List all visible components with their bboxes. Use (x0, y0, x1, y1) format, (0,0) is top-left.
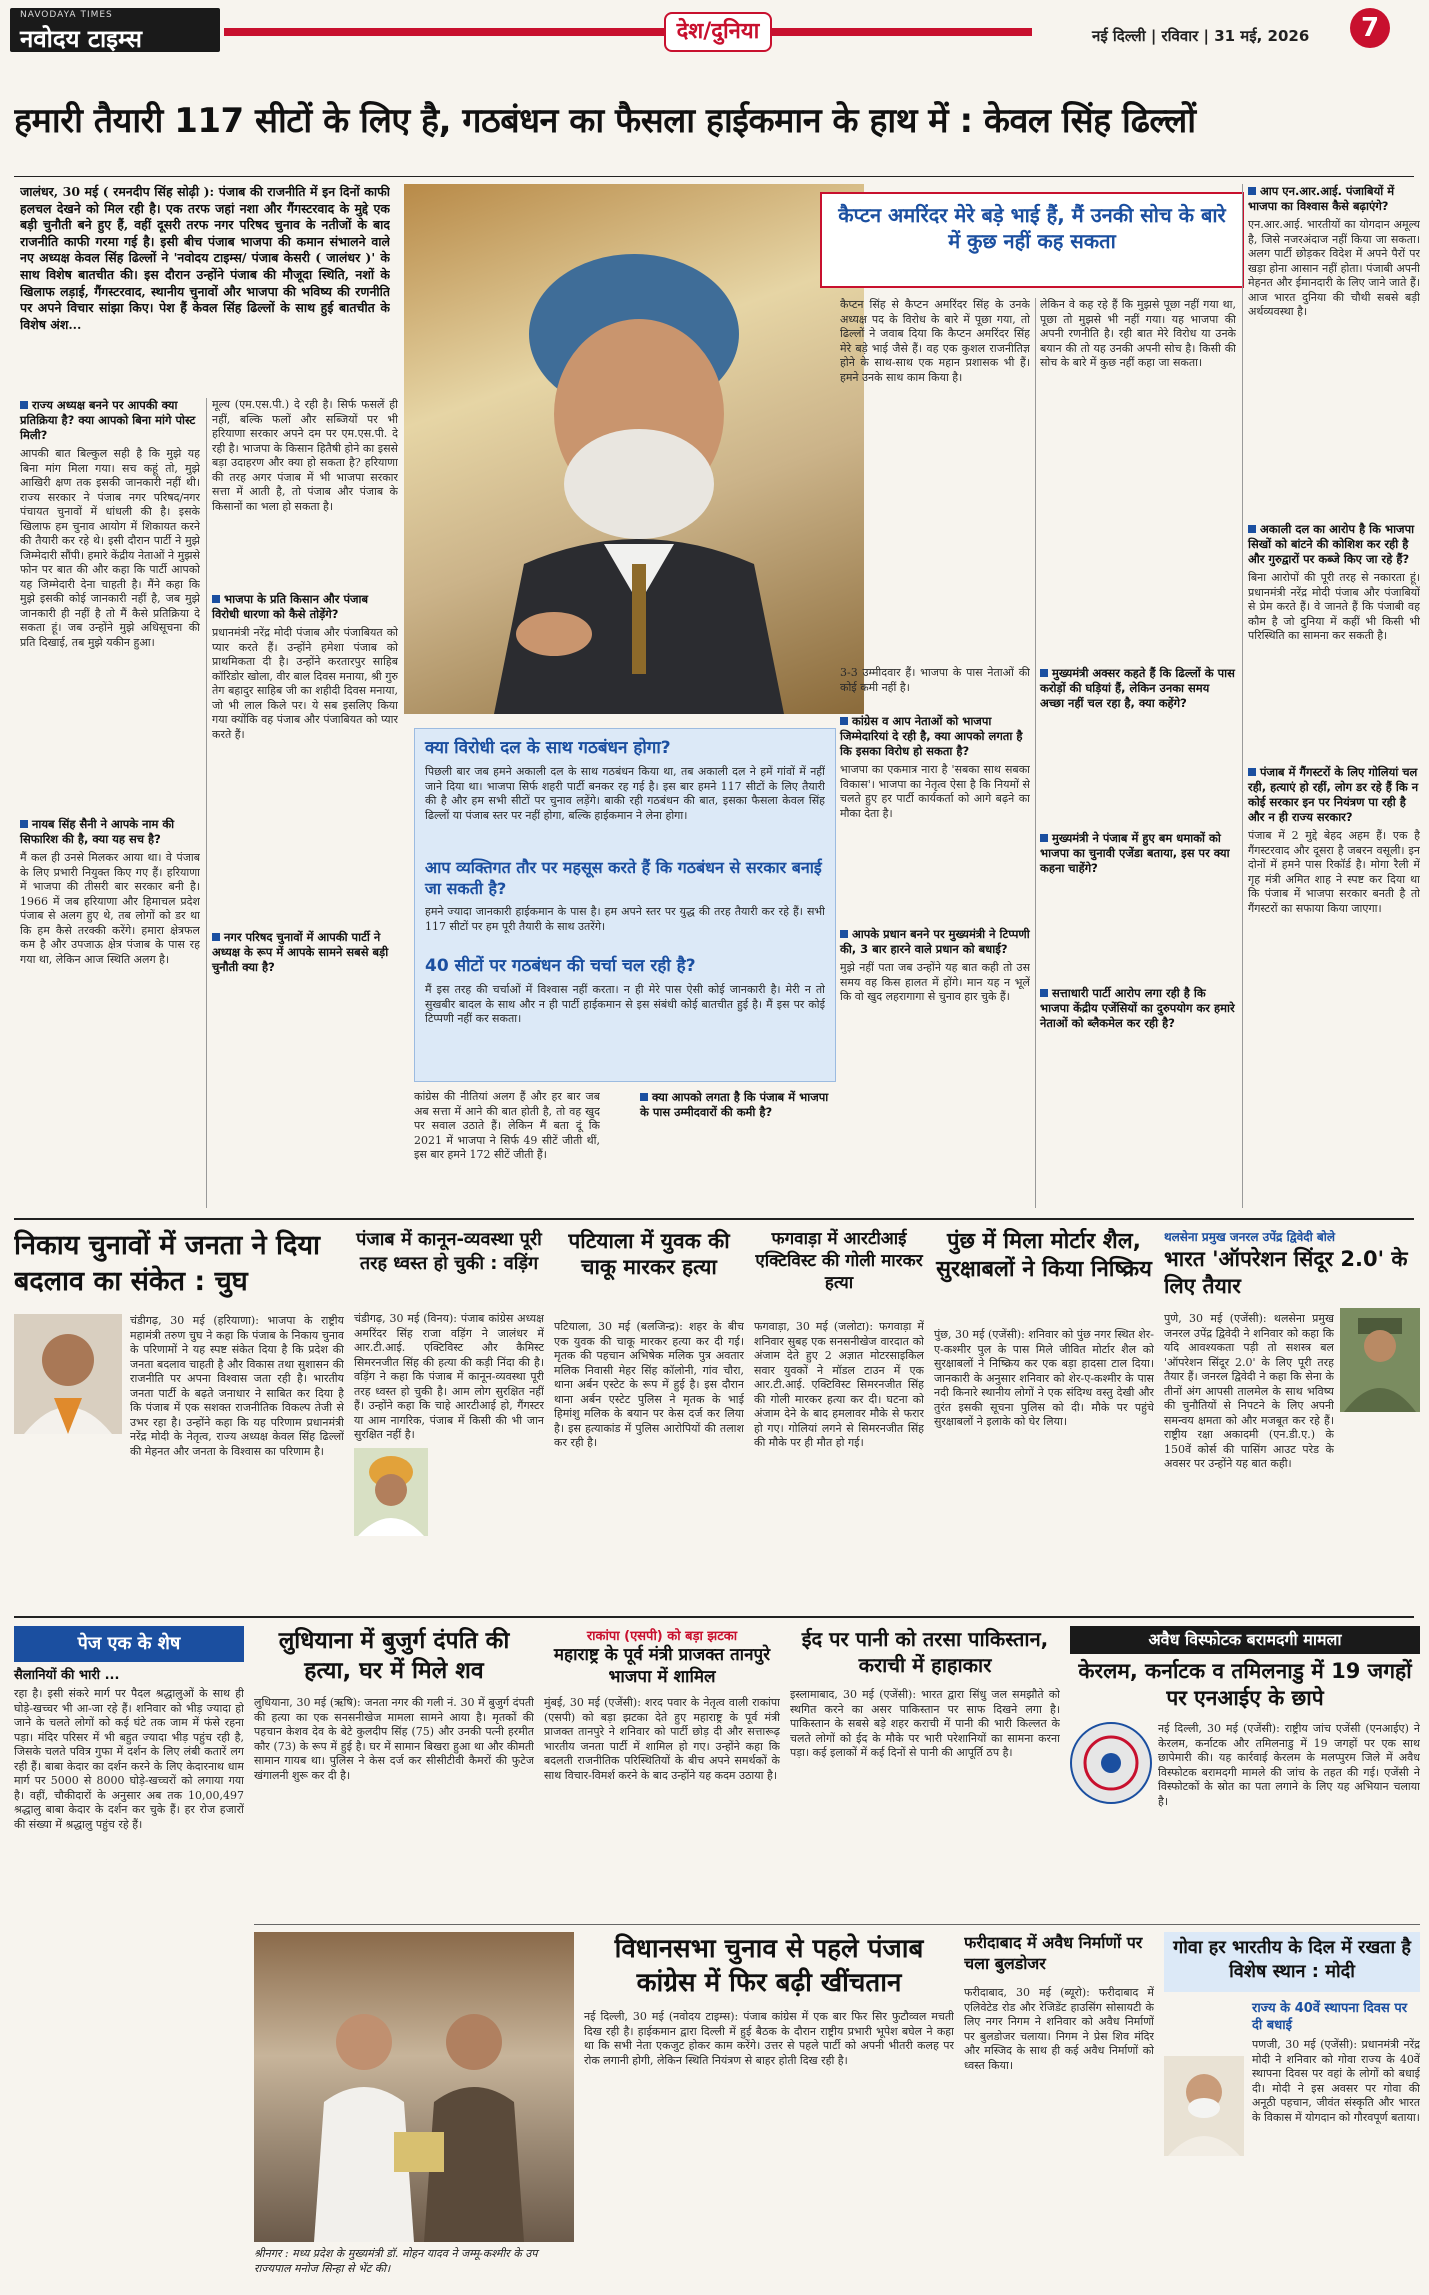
dateline-day: रविवार (1161, 27, 1199, 45)
story-poonch (934, 1228, 1154, 1608)
question-4 (212, 930, 398, 975)
story-phagwara-body: फगवाड़ा, 30 मई (जलोटा): फगवाड़ा में शनिवार सुबह एक सनसनीखेज वारदात को अंजाम देते हुए 2 अज्ञात मोटरसाइकिल सवार युवकों ने मॉडल टाउन में एक आर.टी.आई. एक्टिविस्ट सिमरनजीत सिंह की गोली मारकर हत्या कर दी। घटना को अंजाम देने के बाद हमलावर मौके से फरार हो गए। गोलियां लगने से सिमरनजीत सिंह की मौके पर ही मौत हो गई। (754, 1320, 924, 1449)
story-modi (1164, 1932, 1420, 2290)
remainder-subhead: सैलानियों की भारी ... (14, 1668, 120, 1683)
question-14-text: क्या आपको लगता है कि पंजाब में भाजपा के पास उम्मीदवारों की कमी है? (640, 1090, 829, 1119)
answer-2: मैं कल ही उनसे मिलकर आया था। वे पंजाब के लिए प्रभारी नियुक्त किए गए हैं। हरियाणा में भाजपा की तीसरी बार सरकार बनी है। 1966 में जब हरियाणा और हिमाचल प्रदेश पंजाब से अलग हुए थे, तब लोगों को डर था कि हम कैसे तरक्की करेंगे। हमारा क्षेत्रफल कम है और उपजाऊ क्षेत्र पंजाब के पास रह गया था, लेकिन आज स्थिति अलग है। (20, 851, 200, 966)
alliance-sub-1: आप व्यक्तिगत तौर पर महसूस करते हैं कि गठबंधन से सरकार बनाई जा सकती है? (425, 858, 822, 898)
question-6 (1248, 184, 1420, 214)
question-10-text: आपके प्रधान बनने पर मुख्यमंत्री ने टिप्पणी की, 3 बार हारने वाले प्रधान को बधाई? (840, 927, 1030, 956)
story-faridabad-body: फरीदाबाद, 30 मई (ब्यूरो): फरीदाबाद में एलिवेटेड रोड और रेजिडेंट हाउसिंग सोसायटी के लिए नगर निगम ने शनिवार को अवैध निर्माणों पर बुलडोजर चलाया। निगम ने प्रेस शिव मंदिर और मस्जिद के साथ ही कई अवैध निर्माणों को ध्वस्त किया। (964, 1986, 1154, 2072)
answer-10: मुझे नहीं पता जब उन्होंने यह बात कही तो उस समय वह किस हालत में होंगे। मान यह न भूलें कि वो खुद लहरागागा से चुनाव हार चुके हैं। (840, 961, 1030, 1003)
lead-col-2 (212, 398, 398, 1208)
question-1 (20, 398, 200, 443)
page-number: 7 (1350, 8, 1390, 48)
col-divider (1035, 298, 1036, 1208)
story-patiala-body: पटियाला, 30 मई (बलजिन्द्र): शहर के बीच एक युवक की चाकू मारकर हत्या कर दी गई। मृतक की पहचान अभिषेक मलिक पुत्र अवतार मलिक निवासी मेहर सिंह कॉलोनी, गांव चौरा, थाना अर्बन एस्टेट के रूप में हुई है। इस दौरान थाना अर्बन एस्टेट पुलिस ने मृतक के भाई हिमांशु मलिक के बयान पर केस दर्ज कर लिया है। इस हत्याकांड में पुलिस आरोपियों की तलाश कर रही है। (554, 1320, 744, 1449)
question-5: क्या विरोधी दल के साथ गठबंधन होगा? (425, 738, 671, 758)
answer-1: आपकी बात बिल्कुल सही है कि मुझे यह बिना मांग मिला गया। सच कहूं तो, मुझे आखिरी क्षण तक इसकी जानकारी नहीं थी। राज्य सरकार ने पंजाब नगर परिषद/नगर पंचायत चुनावों में धांधली की है। इसके खिलाफ हम चुनाव आयोग में शिकायत करने की तैयारी कर रहे थे। इसी दौरान पार्टी ने मुझे जिम्मेदारी सौंपी। हमारे केंद्रीय नेताओं ने मुझसे फोन पर बात की और कहा कि पार्टी आपको यह जिम्मेदारी देना चाहती है। मैंने कहा कि मुझे इसकी कोई जानकारी नहीं है, जब मुझे जानकारी ही नहीं है तो मैं कैसे प्रतिक्रिया दे सकता हूं। जब उन्होंने मुझे अधिसूचना की प्रति दिखाई, तब मुझे यकीन हुआ। (20, 447, 200, 649)
masthead (0, 0, 1429, 58)
bullet-icon (840, 930, 848, 938)
lead-col-3 (414, 1090, 600, 1210)
nia-logo (1070, 1722, 1152, 1804)
modi-portrait (1164, 2056, 1244, 2156)
srinagar-caption: श्रीनगर : मध्य प्रदेश के मुख्यमंत्री डॉ. मोहन यादव ने जम्मू-कश्मीर के उप राज्यपाल मनोज सिन्हा से भेंट की। (254, 2247, 538, 2275)
story-army-headline: भारत 'ऑपरेशन सिंदूर 2.0' के लिए तैयार (1164, 1247, 1408, 1298)
answer-col3: कांग्रेस की नीतियां अलग हैं और हर बार जब अब सत्ता में आने की बात होती है, तो वह खुद पर सवाल उठाते हैं। लेकिन मैं बता दूं कि 2021 में भाजपा ने सिर्फ 49 सीटें जीती थीं, इस बार हमने 172 सीटें जीती हैं। (414, 1090, 600, 1161)
story-nia-kicker: अवैध विस्फोटक बरामदगी मामला (1070, 1626, 1420, 1654)
meeting-illustration (254, 1932, 574, 2242)
row3-top-rule (14, 1616, 1414, 1618)
story-karachi-body: इस्लामाबाद, 30 मई (एजेंसी): भारत द्वारा सिंधु जल समझौते को स्थगित करने का असर पाकिस्तान पर साफ दिखने लगा है। पाकिस्तान के सबसे बड़े शहर कराची में पानी की भारी किल्लत के चलते लोगों को ईद के मौके पर भारी परेशानियों का सामना करना पड़ा। कई इलाकों में कई दिनों से पानी की आपूर्ति ठप है। (790, 1688, 1060, 1759)
col-divider (206, 398, 207, 1208)
story-army-body: पुणे, 30 मई (एजेंसी): थलसेना प्रमुख जनरल उपेंद्र द्विवेदी ने शनिवार को कहा कि यदि आवश्यकता पड़ी तो सशस्त्र बल 'ऑपरेशन सिंदूर 2.0' के लिए पूरी तरह तैयार हैं। जनरल द्विवेदी ने कहा कि सेना के तीनों अंग आपसी तालमेल के साथ भविष्य की चुनौतियों से निपटने के लिए अपनी समन्वय क्षमता को और मजबूत कर रहे हैं। राष्ट्रीय रक्षा अकादमी (एन.डी.ए.) के 150वें कोर्स की पासिंग आउट परेड के अवसर पर उन्होंने यह बात कही। (1164, 1312, 1334, 1470)
story-rakanpa (544, 1626, 780, 1916)
lead-intro: जालंधर, 30 मई ( रमनदीप सिंह सोढ़ी ): पंजाब की राजनीति में इन दिनों काफी हलचल देखने को मिल रही है। एक तरफ जहां नशा और गैंगस्टरवाद के मुद्दे एक बड़ी चुनौती बने हुए हैं, वहीं दूसरी तरफ नगर परिषद चुनाव के नतीजों के बाद राजनीति काफी गरमा गई है। इसी बीच पंजाब भाजपा की कमान संभालने वाले नए अध्यक्ष केवल सिंह ढिल्लों ने 'नवोदय टाइम्स/ पंजाब केसरी ( जालंधर )' के साथ विशेष बातचीत की। इस दौरान उन्होंने पंजाब की मौजूदा स्थिति, नशों के खिलाफ लड़ाई, गैंगस्टरवाद, स्थानीय चुनावों और भाजपा की भविष्य की रणनीति पर अपने विचार सांझा किए। पेश हैं केवल सिंह ढिल्लों के साथ हुई बातचीत के विशेष अंश... (20, 184, 390, 332)
question-7-text: अकाली दल का आरोप है कि भाजपा सिखों को बांटने की कोशिश कर रही है और गुरुद्वारों पर कब्जे किए जा रहे हैं? (1248, 522, 1415, 566)
story-karachi (790, 1626, 1060, 1916)
dateline-sep2: | (1203, 27, 1215, 45)
army-chief-photo (1340, 1308, 1420, 1412)
dateline-block (1092, 26, 1309, 46)
captain-answer: कैप्टन सिंह से कैप्टन अमरिंदर सिंह के उनके अध्यक्ष पद के विरोध के बारे में पूछा गया, तो ढिल्लों ने जवाब दिया कि कैप्टन अमरिंदर सिंह मेरे बड़े भाई जैसे हैं। वह एक कुशल राजनीतिज्ञ होने के साथ-साथ एक महान प्रशासक भी हैं। हमने उनके साथ काम किया है। (840, 298, 1030, 384)
question-12-text: मुख्यमंत्री ने पंजाब में हुए बम धमाकों को भाजपा का चुनावी एजेंडा बताया, इस पर क्या कहना चाहेंगे? (1040, 831, 1230, 875)
story-warring-headline: पंजाब में कानून-व्यवस्था पूरी तरह ध्वस्त हो चुकी : वड़िंग (356, 1229, 542, 1274)
question-13 (1040, 986, 1236, 1031)
question-1-text: राज्य अध्यक्ष बनने पर आपकी क्या प्रतिक्रिया है? क्या आपको बिना मांगे पोस्ट मिली? (20, 398, 196, 442)
lead-col-7 (840, 666, 1030, 1211)
story-army-kicker: थलसेना प्रमुख जनरल उपेंद्र द्विवेदी बोले (1164, 1230, 1336, 1244)
question-8-text: पंजाब में गैंगस्टरों के लिए गोलियां चल रही, हत्याएं हो रहीं, लोग डर रहे हैं कि न कोई सरकार इन पर नियंत्रण पा रही है और न ही राज्य सरकार? (1248, 765, 1419, 824)
story-congress-headline: विधानसभा चुनाव से पहले पंजाब कांग्रेस में फिर बढ़ी खींचतान (614, 1934, 924, 1998)
lead-headline-rule (14, 176, 1414, 177)
story-nia (1070, 1626, 1420, 1916)
chugh-photo (14, 1314, 122, 1434)
story-nia-body: नई दिल्ली, 30 मई (एजेंसी): राष्ट्रीय जांच एजेंसी (एनआईए) ने केरलम, कर्नाटक और तमिलनाडु में 19 जगहों पर एक साथ छापेमारी की। यह कार्रवाई केरलम के मलप्पुरम जिले में अवैध विस्फोटक बरामदगी मामले की जांच के तहत की गई। एजेंसी ने विस्फोटकों के स्रोत का पता लगाने के लिए यह अभियान चलाया है। (1158, 1722, 1420, 1808)
answer-6: एन.आर.आई. भारतीयों का योगदान अमूल्य है, जिसे नजरअंदाज नहीं किया जा सकता। अलग पार्टी छोड़कर विदेश में अपने पैरों पर खड़ा होना आसान नहीं होता। पंजाबी अपनी मेहनत और ईमानदारी के लिए जाने जाते हैं। आज भारत दुनिया की चौथी सबसे बड़ी अर्थव्यवस्था है। (1248, 218, 1420, 318)
story-congress-body: नई दिल्ली, 30 मई (नवोदय टाइम्स): पंजाब कांग्रेस में एक बार फिर सिर फुटौव्वल मचती दिख रही है। हाईकमान द्वारा दिल्ली में हुई बैठक के दौरान राष्ट्रीय प्रभारी भूपेश बघेल ने कहा था कि सभी नेता एकजुट होकर काम करेंगे। उत्तर से पहले पार्टी को अपनी भीतरी कलह पर रोक लगानी होगी, लेकिन स्थिति नियंत्रण से बाहर होती दिख रही है। (584, 2010, 954, 2067)
pull-quote-box (820, 192, 1244, 288)
lead-headline: हमारी तैयारी 117 सीटों के लिए है, गठबंधन का फैसला हाईकमान के हाथ में : केवल सिंह ढिल्लों (14, 101, 1196, 141)
bullet-icon (1040, 669, 1048, 677)
logo-tagline: NAVODAYA TIMES (20, 10, 113, 20)
row2-top-rule (14, 1218, 1414, 1220)
remainder-body: रहा है। इसी संकरे मार्ग पर पैदल श्रद्धालुओं के साथ ही घोड़े-खच्चर भी आ-जा रहे हैं। शनिवार को भीड़ ज्यादा हो जाने के चलते लोगों को कई घंटे तक जाम में फंसे रहना पड़ा। मंदिर परिसर में भी बहुत ज्यादा भीड़ पहुंच रही है, जिसके चलते पवित्र गुफा में दर्शन के लिए लंबी कतारें लग रही हैं। बाबा केदार का दर्शन करने के लिए केदारनाथ धाम मार्ग पर 5000 से 8000 घोड़े-खच्चरों को लगाया गया है। वहीं, चौकीदारों के अनुसार अब तक 10,00,497 श्रद्धालु बाबा केदार के दर्शन कर चुके हैं। हर रोज हजारों की संख्या में श्रद्धालु पहुंच रहे हैं। (14, 1687, 244, 1831)
masthead-left (10, 8, 220, 52)
alliance-answer-3: मैं इस तरह की चर्चाओं में विश्वास नहीं करता। न ही मेरे पास ऐसी कोई जानकारी है। मेरी न तो सुखबीर बादल के साथ और न ही पार्टी हाईकमान से इस संबंधी कोई बातचीत हुई है। मैं इस पर कोई टिप्पणी नहीं कर सकता। (425, 983, 825, 1025)
remainder-title: पेज एक के शेष (14, 1626, 244, 1662)
question-8 (1248, 765, 1420, 825)
story-modi-subhead: राज्य के 40वें स्थापना दिवस पर दी बधाई (1252, 2001, 1408, 2033)
story-modi-body: पणजी, 30 मई (एजेंसी): प्रधानमंत्री नरेंद्र मोदी ने शनिवार को गोवा राज्य के 40वें स्थापना दिवस पर वहां के लोगों को बधाई दी। मोदी ने इस अवसर पर गोवा की अनूठी पहचान, जीवंत संस्कृति और भारत के विकास में योगदान को गौरवपूर्ण बताया। (1252, 2038, 1420, 2124)
army-chief-portrait (1340, 1308, 1420, 1412)
question-7 (1248, 522, 1420, 567)
answer-candidates: 3-3 उम्मीदवार हैं। भाजपा के पास नेताओं की कोई कमी नहीं है। (840, 666, 1030, 694)
story-congress (584, 1932, 954, 2290)
lead-col-6 (1248, 184, 1420, 1208)
story-patiala-headline: पटियाला में युवक की चाकू मारकर हत्या (568, 1229, 730, 1279)
lead-col-5-lower (1040, 666, 1236, 1211)
question-13-text: सत्ताधारी पार्टी आरोप लगा रही है कि भाजपा केंद्रीय एजेंसियों का दुरुपयोग कर हमारे नेताओं को ब्लैकमेल कर रही है? (1040, 986, 1235, 1030)
story-faridabad-headline: फरीदाबाद में अवैध निर्माणों पर चला बुलडोजर (964, 1933, 1143, 1973)
question-10 (840, 927, 1030, 957)
story-warring-body: चंडीगढ़, 30 मई (विनय): पंजाब कांग्रेस अध्यक्ष अमरिंदर सिंह राजा वड़िंग ने जालंधर में आर.टी.आई. एक्टिविस्ट और कैमिस्ट सिमरनजीत सिंह की हत्या की कड़ी निंदा की है। वड़िंग ने कहा कि पंजाब में कानून-व्यवस्था पूरी तरह ध्वस्त हो चुकी है। आम लोग सुरक्षित नहीं हैं। उन्होंने कहा कि चाहे आरटीआई हो, गैंगस्टर या आम नागरिक, पंजाब में किसी की भी जान सुरक्षित नहीं है। (354, 1312, 544, 1441)
question-6-text: आप एन.आर.आई. पंजाबियों में भाजपा का विश्वास कैसे बढ़ाएंगे? (1248, 184, 1395, 213)
portrait-illustration (404, 184, 864, 714)
alliance-sub-2: 40 सीटों पर गठबंधन की चर्चा चल रही है? (425, 956, 696, 976)
newspaper-logo: नवोदय टाइम्स (20, 25, 143, 53)
nia-emblem-icon (1072, 1724, 1150, 1802)
answer-1-cont: मूल्य (एम.एस.पी.) दे रही है। सिर्फ फसलें ही नहीं, बल्कि फलों और सब्जियों पर भी हरियाणा सरकार अपने दम पर एम.एस.पी. दे रही है। भाजपा के किसान हितैषी होने का इससे बड़ा उदाहरण और क्या हो सकता है? हरियाणा की तरह अगर पंजाब में भी भाजपा सरकार सत्ता में आती है, तो पंजाब और पंजाब के किसानों का भला हो सकता है। (212, 398, 398, 513)
question-12 (1040, 831, 1236, 876)
bullet-icon (640, 1093, 648, 1101)
masthead-red-bar-left (224, 28, 664, 36)
bullet-icon (1040, 834, 1048, 842)
lead-photo-keval-singh-dhillon (404, 184, 864, 714)
bullet-icon (212, 933, 220, 941)
story-rakanpa-body: मुंबई, 30 मई (एजेंसी): शरद पवार के नेतृत्व वाली राकांपा (एसपी) को बड़ा झटका देते हुए महाराष्ट्र के पूर्व मंत्री प्राजक्त तानपुरे ने शनिवार को पार्टी छोड़ दी और सत्तारूढ़ भारतीय जनता पार्टी में शामिल हो गए। उन्होंने कहा कि बदलती राजनीतिक परिस्थितियों के बीच अपने समर्थकों के साथ विचार-विमर्श करने के बाद उन्होंने यह कदम उठाया है। (544, 1696, 780, 1782)
bullet-icon (20, 401, 28, 409)
bullet-icon (1248, 187, 1256, 195)
alliance-answer-2: हमने ज्यादा जानकारी हाईकमान के पास है। हम अपने स्तर पर युद्ध की तरह तैयारी कर रहे हैं। सभी 117 सीटों पर हम पूरी तैयारी के साथ उतरेंगे। (425, 905, 825, 933)
question-3 (212, 592, 398, 622)
col-divider (1242, 184, 1243, 1208)
question-14 (640, 1090, 830, 1120)
story-phagwara-headline: फगवाड़ा में आरटीआई एक्टिविस्ट की गोली मारकर हत्या (755, 1229, 923, 1293)
bullet-icon (840, 717, 848, 725)
answer-9: भाजपा का एकमात्र नारा है 'सबका साथ सबका विकास'। भाजपा का नेतृत्व ऐसा है कि नियमों से चलते हुए हर पार्टी कार्यकर्ता को आगे बढ़ने का मौका देता है। (840, 763, 1030, 820)
page-one-remainder (14, 1626, 244, 2290)
bullet-icon (1248, 525, 1256, 533)
question-9-text: कांग्रेस व आप नेताओं को भाजपा जिम्मेदारियां दे रही है, क्या आपको लगता है कि इसका विरोध हो सकता है? (840, 714, 1023, 758)
srinagar-photo (254, 1932, 574, 2242)
story-poonch-body: पुंछ, 30 मई (एजेंसी): शनिवार को पुंछ नगर स्थित शेर-ए-कश्मीर पुल के पास मिले जीवित मोर्टार शैल को सुरक्षाबलों ने निष्क्रिय कर एक बड़ा हादसा टाल दिया। जानकारी के अनुसार शनिवार को शेर-ए-कश्मीर के पास नदी किनारे स्थानीय लोगों ने एक संदिग्ध वस्तु देखी और तुरंत इसकी सूचना पुलिस को दी। मौके पर पहुंचे सुरक्षाबलों ने इलाके को घेर लिया। (934, 1328, 1154, 1428)
story-modi-headline: गोवा हर भारतीय के दिल में रखता है विशेष स्थान : मोदी (1164, 1932, 1420, 1992)
story-ludhiana-body: लुधियाना, 30 मई (ऋषि): जनता नगर की गली नं. 30 में बुजुर्ग दंपती की हत्या का एक सनसनीखेज मामला सामने आया है। मृतकों की पहचान केशव देव के बेटे कुलदीप सिंह (75) और उनकी पत्नी हरमीत कौर (73) के रूप में हुई है। घर में सामान बिखरा हुआ था और कीमती सामान गायब था। पुलिस ने केस दर्ज कर सीसीटीवी कैमरों की फुटेज खंगालनी शुरू कर दी है। (254, 1696, 534, 1782)
dateline-sep: | (1150, 27, 1162, 45)
story-chugh-headline: निकाय चुनावों में जनता ने दिया बदलाव का संकेत : चुघ (14, 1230, 321, 1297)
story-poonch-headline: पुंछ में मिला मोर्टार शैल, सुरक्षाबलों ने किया निष्क्रिय (936, 1229, 1152, 1282)
lead-col-q14 (640, 1090, 830, 1210)
pull-quote-text: कैप्टन अमरिंदर मेरे बड़े भाई हैं, मैं उनकी सोच के बारे में कुछ नहीं कह सकता (838, 203, 1226, 253)
story-patiala (554, 1228, 744, 1608)
section-label: देश/दुनिया (664, 12, 772, 52)
lead-col-5 (1040, 298, 1236, 658)
dateline-city: नई दिल्ली (1092, 27, 1146, 45)
answer-7: बिना आरोपों की पूरी तरह से नकारता हूं। प्रधानमंत्री नरेंद्र मोदी पंजाब और पंजाबियों से प्रेम करते हैं। वे जानते हैं कि पंजाबी वह कौम है जो दुनिया में कहीं भी किसी भी परिस्थिति का सामना कर सकती है। (1248, 571, 1420, 642)
bullet-icon (1040, 989, 1048, 997)
story-faridabad (964, 1932, 1154, 2290)
story-phagwara (754, 1228, 924, 1608)
question-3-text: भाजपा के प्रति किसान और पंजाब विरोधी धारणा को कैसे तोड़ेंगे? (212, 592, 369, 621)
story-warring (354, 1228, 544, 1608)
story-karachi-headline: ईद पर पानी को तरसा पाकिस्तान, कराची में हाहाकार (801, 1627, 1049, 1677)
captain-answer-cont: लेकिन वे कह रहे हैं कि मुझसे पूछा नहीं गया था, पूछा तो मुझसे भी नहीं गया। यह भाजपा की अपनी रणनीति है। रही बात मेरे विरोध या उनके बयान की तो यह उनकी अपनी सोच है। किसी की सोच के बारे में कुछ नहीं कहा जा सकता। (1040, 298, 1236, 369)
masthead-red-bar-right (772, 28, 1032, 36)
alliance-answer-1: पिछली बार जब हमने अकाली दल के साथ गठबंधन किया था, तब अकाली दल ने हमें गांवों में नहीं जाने दिया था। भाजपा सिर्फ शहरी पार्टी बनकर रह गई है। इस बार हमने 117 सीटों के लिए तैयारी की है और हम सभी सीटों पर चुनाव लड़ेंगे। बाकी रही गठबंधन की बात, इसका फैसला केवल सिंह ढिल्लों या पंजाब स्तर पर नहीं होगा, बल्कि हाईकमान ने लेना होगा। (425, 765, 825, 822)
answer-8: पंजाब में 2 मुद्दे बेहद अहम हैं। एक है गैंगस्टरवाद और दूसरा है जबरन वसूली। इन दोनों में हमने पास रिकॉर्ड है। मोगा रैली में गृह मंत्री अमित शाह ने स्पष्ट कर दिया था कि पंजाब में भाजपा सरकार बनती है तो गैंगस्टरों का सफाया किया जाएगा। (1248, 829, 1420, 915)
story-army (1164, 1228, 1420, 1608)
story-ludhiana-headline: लुधियाना में बुजुर्ग दंपति की हत्या, घर में मिले शव (278, 1628, 510, 1684)
bullet-icon (212, 595, 220, 603)
story-chugh (14, 1228, 344, 1608)
question-2 (20, 817, 200, 847)
row4-top-rule (254, 1924, 1420, 1925)
modi-photo (1164, 2056, 1244, 2156)
question-11-text: मुख्यमंत्री अक्सर कहते हैं कि ढिल्लों के पास करोड़ों की घड़ियां हैं, लेकिन उनका समय अच्छा नहीं चल रहा है, क्या कहेंगे? (1040, 666, 1235, 710)
story-nia-headline: केरलम, कर्नाटक व तमिलनाडु में 19 जगहों पर एनआईए के छापे (1078, 1659, 1412, 1710)
story-rakanpa-headline: महाराष्ट्र के पूर्व मंत्री प्राजक्त तानपुरे भाजपा में शामिल (553, 1645, 771, 1687)
alliance-box (414, 728, 836, 1082)
question-11 (1040, 666, 1236, 711)
question-2-text: नायब सिंह सैनी ने आपके नाम की सिफारिश की है, क्या यह सच है? (20, 817, 175, 846)
chugh-portrait (14, 1314, 122, 1434)
question-4-text: नगर परिषद चुनावों में आपकी पार्टी ने अध्यक्ष के रूप में आपके सामने सबसे बड़ी चुनौती क्या है? (212, 930, 389, 974)
story-ludhiana (254, 1626, 534, 1916)
answer-3: प्रधानमंत्री नरेंद्र मोदी पंजाब और पंजाबियत को प्यार करते हैं। उन्होंने हमेशा पंजाब को प्राथमिकता दी है। उन्होंने करतारपुर साहिब कॉरिडोर खोला, वीर बाल दिवस मनाया, श्री गुरु तेग बहादुर साहिब जी का शहीदी दिवस मनाया, जो भी लाल किले पर। ये सब इसलिए किया गया क्योंकि वह पंजाब और पंजाबियत को प्यार करते हैं। (212, 626, 398, 741)
bullet-icon (20, 820, 28, 828)
dateline-date: 31 मई, 2026 (1214, 27, 1310, 45)
story-chugh-body: चंडीगढ़, 30 मई (हरियाणा): भाजपा के राष्ट्रीय महामंत्री तरुण चुघ ने कहा कि पंजाब के निकाय चुनाव के परिणामों ने यह स्पष्ट संकेत दिया है कि प्रदेश की जनता बदलाव चाहती है और विकास तथा सुशासन की राजनीति पर अपना विश्वास जता रही है। भारतीय जनता पार्टी के बढ़ते जनाधार ने साबित कर दिया है कि पंजाब में एक सशक्त राजनीतिक विकल्प तेजी से उभर रहा है। उन्होंने कहा कि यह परिणाम प्रधानमंत्री नरेंद्र मोदी के नेतृत्व, राज्य अध्यक्ष केवल सिंह ढिल्लों की मेहनत और जनता के विश्वास का परिणाम है। (130, 1314, 344, 1458)
lead-col-4 (840, 298, 1030, 658)
bullet-icon (1248, 768, 1256, 776)
story-rakanpa-kicker: राकांपा (एसपी) को बड़ा झटका (586, 1629, 738, 1644)
question-9 (840, 714, 1030, 759)
